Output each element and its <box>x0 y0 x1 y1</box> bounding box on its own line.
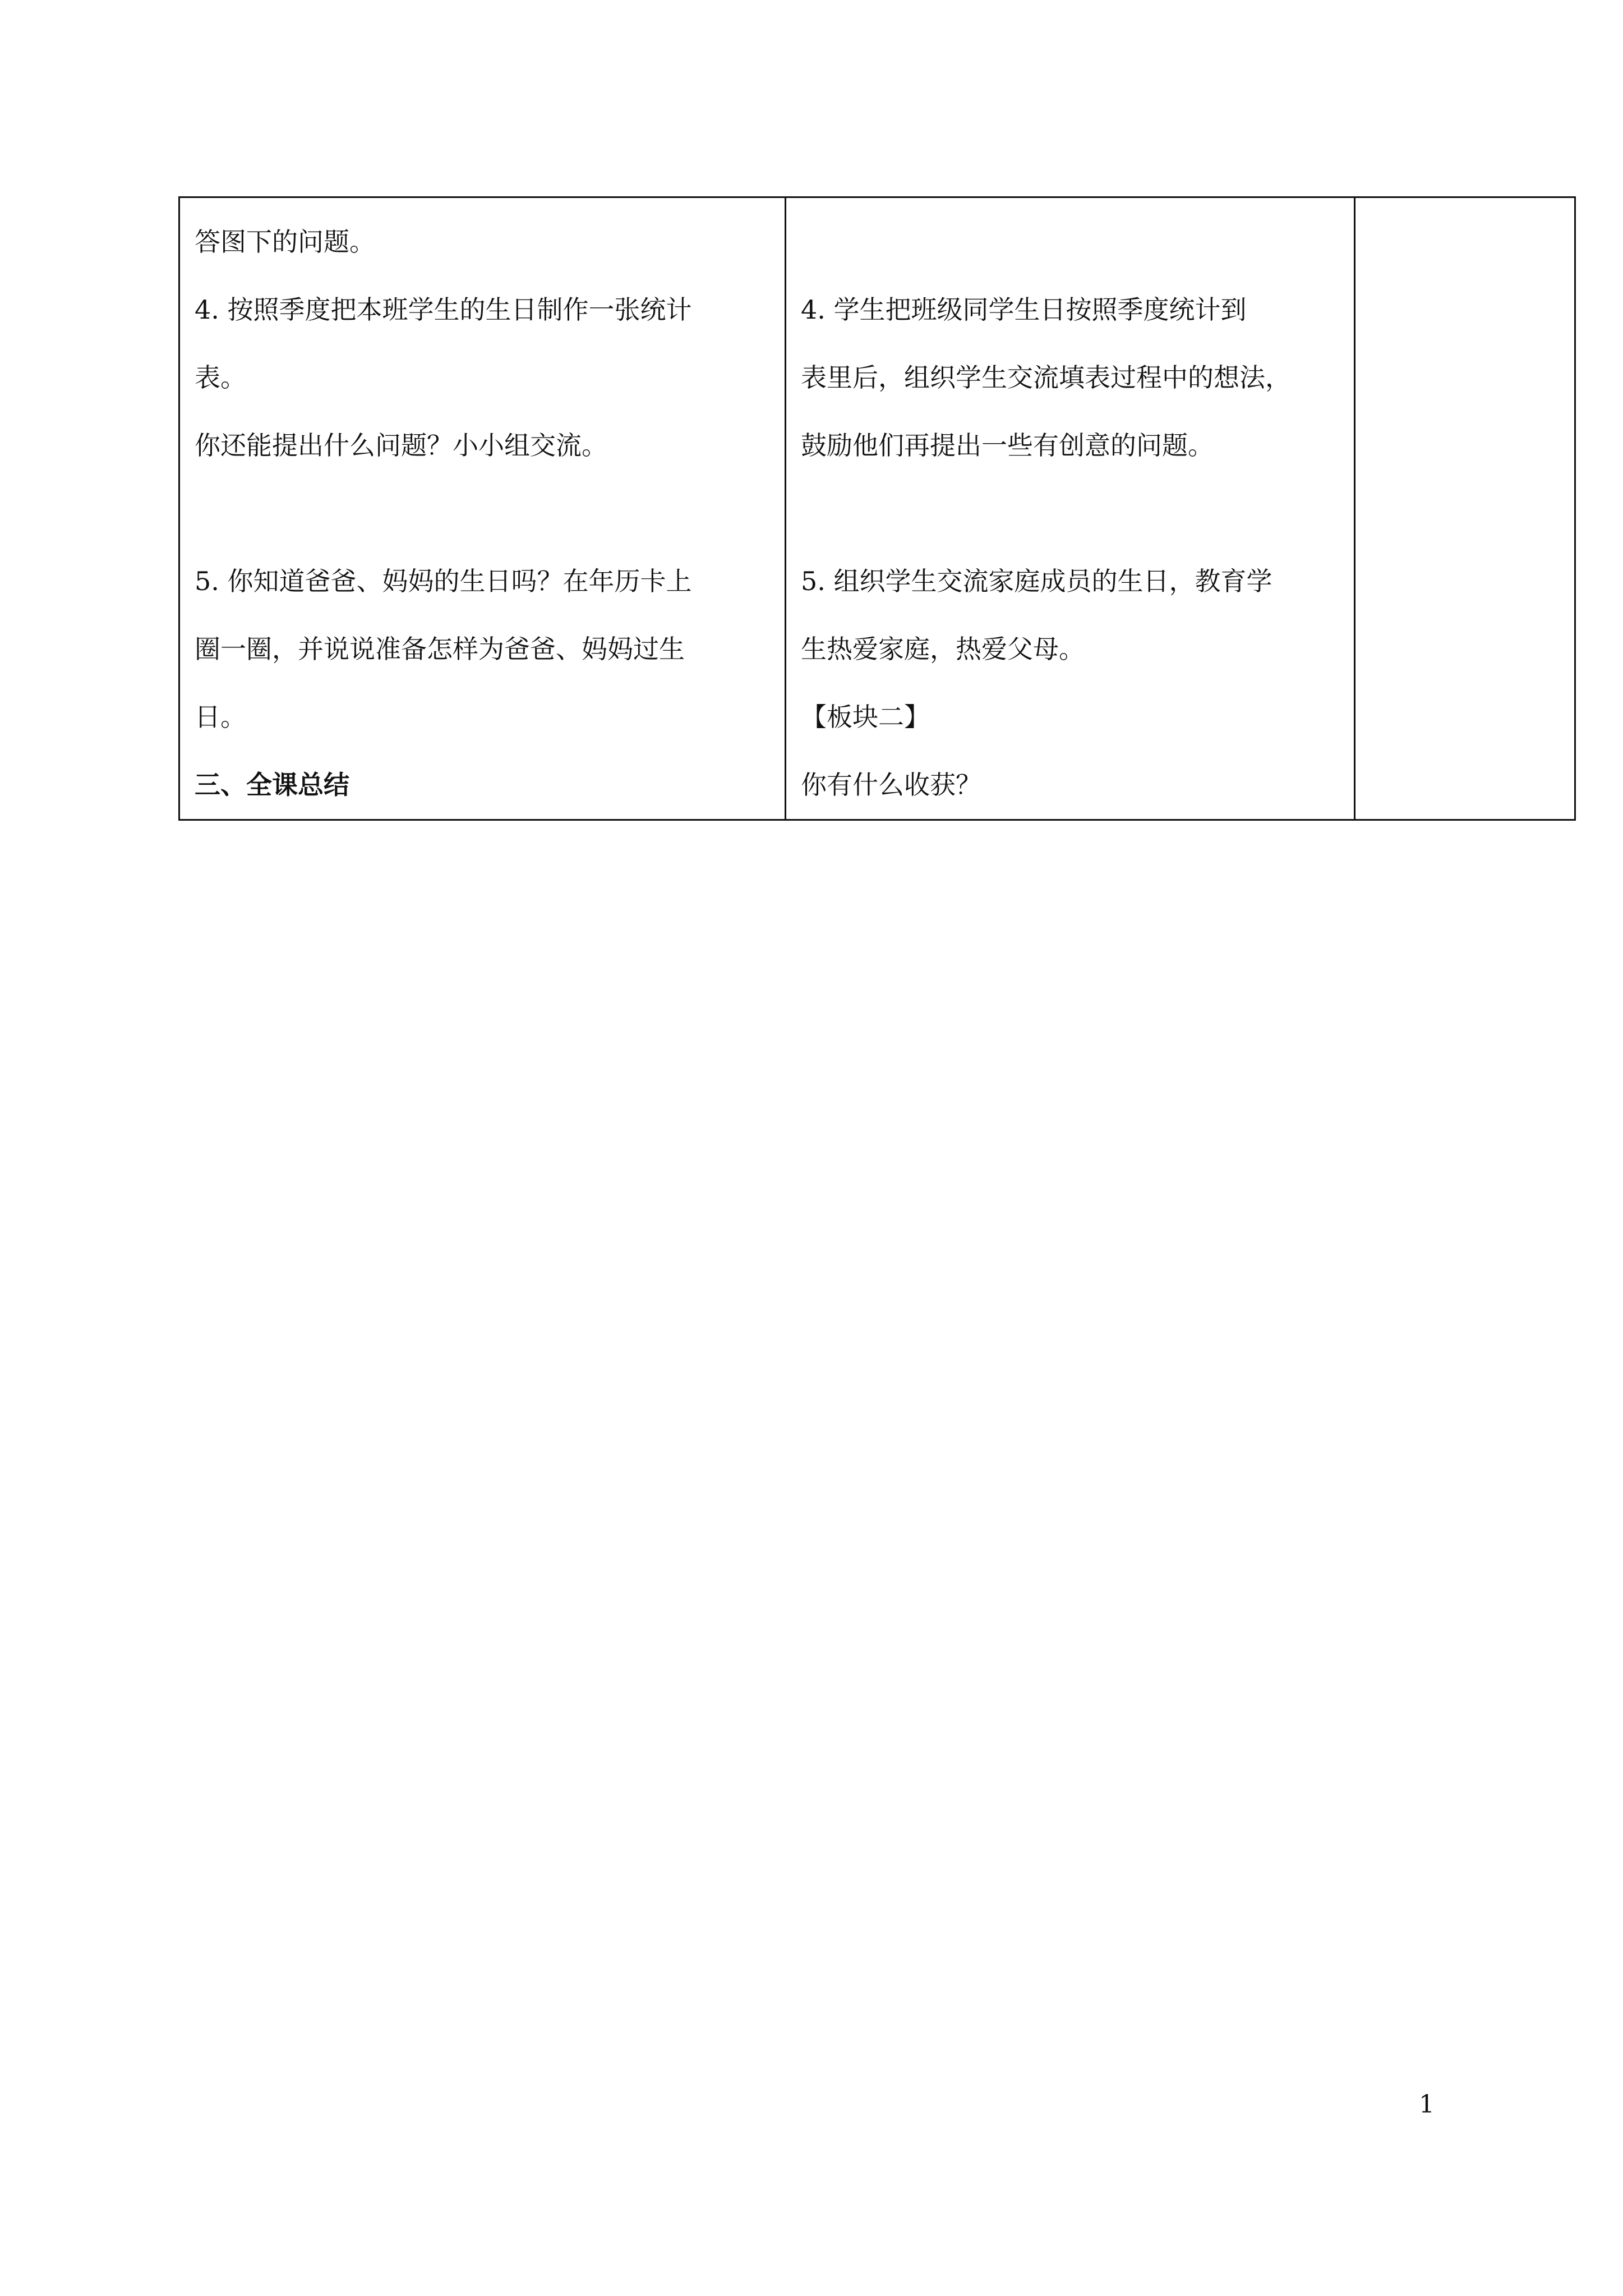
student-ask-more-line: 你还能提出什么问题？小小组交流。 <box>195 430 607 461</box>
blank-line <box>801 480 1343 547</box>
harvest-question: 你有什么收获？ <box>801 770 981 800</box>
block-label: 【板块二】 <box>801 702 930 732</box>
teacher-item-4-line: 4. 学生把班级同学生日按照季度统计到 <box>801 295 1247 325</box>
page-number: 1 <box>1419 2090 1435 2119</box>
lesson-plan-table <box>178 196 1576 821</box>
teacher-item-5-line: 5. 组织学生交流家庭成员的生日，教育学 <box>801 566 1272 596</box>
section-heading: 三、全课总结 <box>195 770 349 800</box>
notes-cell <box>1355 197 1575 820</box>
table-row <box>179 197 1575 820</box>
teacher-item-4-line: 鼓励他们再提出一些有创意的问题。 <box>801 430 1214 461</box>
blank-line <box>801 208 1343 276</box>
student-activity-cell <box>179 197 786 820</box>
teacher-item-5-line: 生热爱家庭，热爱父母。 <box>801 634 1085 664</box>
student-item-5-line: 日。 <box>195 702 246 732</box>
student-item-5-line: 圈一圈，并说说准备怎样为爸爸、妈妈过生 <box>195 634 685 664</box>
student-item-5-line: 5. 你知道爸爸、妈妈的生日吗？在年历卡上 <box>195 566 692 596</box>
student-text-line: 答图下的问题。 <box>195 227 375 257</box>
teacher-activity-cell <box>786 197 1355 820</box>
student-item-4-line: 表。 <box>195 362 246 393</box>
student-item-4-line: 4. 按照季度把本班学生的生日制作一张统计 <box>195 295 692 325</box>
blank-line <box>195 480 773 547</box>
teacher-item-4-line: 表里后，组织学生交流填表过程中的想法， <box>801 362 1291 393</box>
